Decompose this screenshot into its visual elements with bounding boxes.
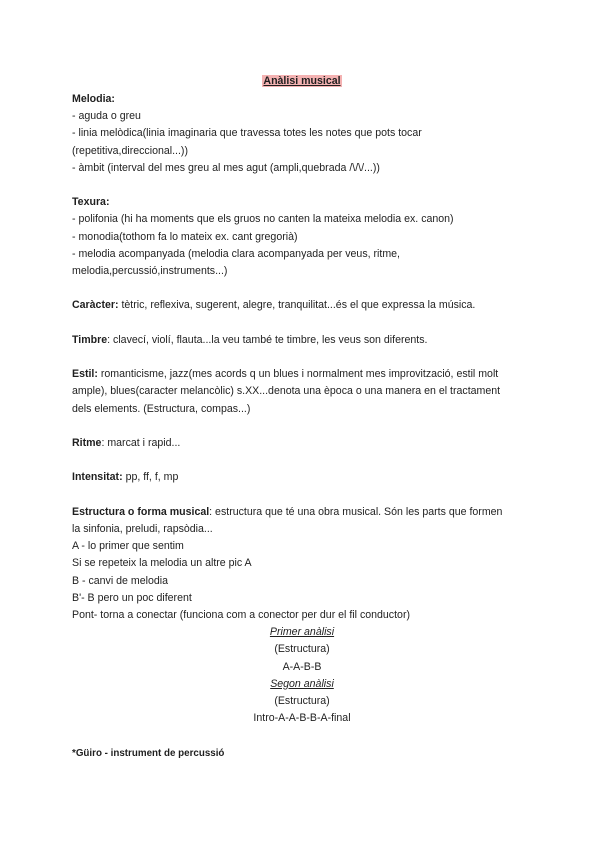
document-title: Anàlisi musical	[263, 75, 341, 87]
segon-analisi-sub: (Estructura)	[274, 695, 330, 707]
estil-label: Estil:	[72, 368, 98, 381]
estil-paragraph	[72, 366, 532, 383]
texura-line: - melodia acompanyada (melodia clara acompanyada per veus, ritme,	[72, 247, 400, 260]
texura-line: melodia,percussió,instruments...)	[72, 265, 228, 278]
primer-analisi-label: Primer anàlisi	[269, 626, 335, 639]
estructura-line: la sinfonia, preludi, rapsòdia...	[72, 522, 213, 535]
estil-text: romanticisme, jazz(mes acords q un blues i normalment mes improvització, estil molt	[97, 368, 499, 381]
melodia-line: (repetitiva,direccional...))	[72, 144, 188, 157]
ritme-paragraph	[72, 435, 532, 452]
intensitat-paragraph	[72, 469, 532, 486]
primer-analisi-sub: (Estructura)	[274, 643, 330, 656]
document-page	[72, 73, 532, 762]
estructura-text: : estructura que té una obra musical. Són les parts que formen	[209, 505, 503, 518]
footnote: *Güiro - instrument de percussió	[72, 747, 225, 759]
melodia-line: - aguda o greu	[72, 110, 141, 123]
intensitat-label: Intensitat:	[72, 471, 123, 484]
estructura-line: Pont- torna a conectar (funciona com a conector per dur el fil conductor)	[72, 608, 410, 621]
segon-analisi-value: Intro-A-A-B-B-A-final	[253, 712, 351, 725]
caracter-paragraph	[72, 297, 532, 314]
estructura-label: Estructura o forma musical	[72, 505, 210, 518]
melodia-line: - àmbit (interval del mes greu al mes agut (ampli,quebrada /\/\/...))	[72, 161, 380, 174]
estructura-paragraph	[72, 504, 532, 521]
title-line	[72, 73, 532, 90]
timbre-paragraph	[72, 332, 532, 349]
timbre-text: : clavecí, violí, flauta...la veu també te timbre, les veus son diferents.	[107, 333, 428, 346]
estructura-line: Si se repeteix la melodia un altre pic A	[72, 557, 252, 570]
texura-line: - polifonia (hi ha moments que els gruos no canten la mateixa melodia ex. canon)	[72, 213, 454, 226]
melodia-heading: Melodia:	[72, 93, 115, 105]
estructura-line: B - canvi de melodia	[72, 574, 168, 587]
segon-analisi-label: Segon anàlisi	[270, 677, 334, 690]
estructura-line: A - lo primer que sentim	[72, 540, 184, 553]
estil-line: dels elements. (Estructura, compas...)	[72, 402, 251, 415]
texura-heading: Texura:	[72, 196, 110, 209]
segon-analisi-line	[72, 676, 532, 693]
melodia-line: - linia melòdica(linia imaginaria que travessa totes les notes que pots tocar	[72, 127, 422, 140]
intensitat-text: pp, ff, f, mp	[122, 471, 179, 484]
estructura-line: B'- B pero un poc diferent	[72, 591, 192, 604]
primer-analisi-line	[72, 624, 532, 641]
texura-line: - monodia(tothom fa lo mateix ex. cant gregorià)	[72, 230, 298, 243]
ritme-label: Ritme	[72, 436, 102, 449]
caracter-text: tètric, reflexiva, sugerent, alegre, tranquilitat...és el que expressa la música.	[118, 299, 476, 312]
estil-line: ample), blues(caracter melancòlic) s.XX...denota una època o una manera en el tractament	[72, 385, 501, 398]
primer-analisi-value: A-A-B-B	[282, 660, 322, 673]
caracter-label: Caràcter:	[72, 299, 119, 312]
ritme-text: : marcat i rapid...	[101, 436, 181, 449]
timbre-label: Timbre	[72, 333, 108, 346]
